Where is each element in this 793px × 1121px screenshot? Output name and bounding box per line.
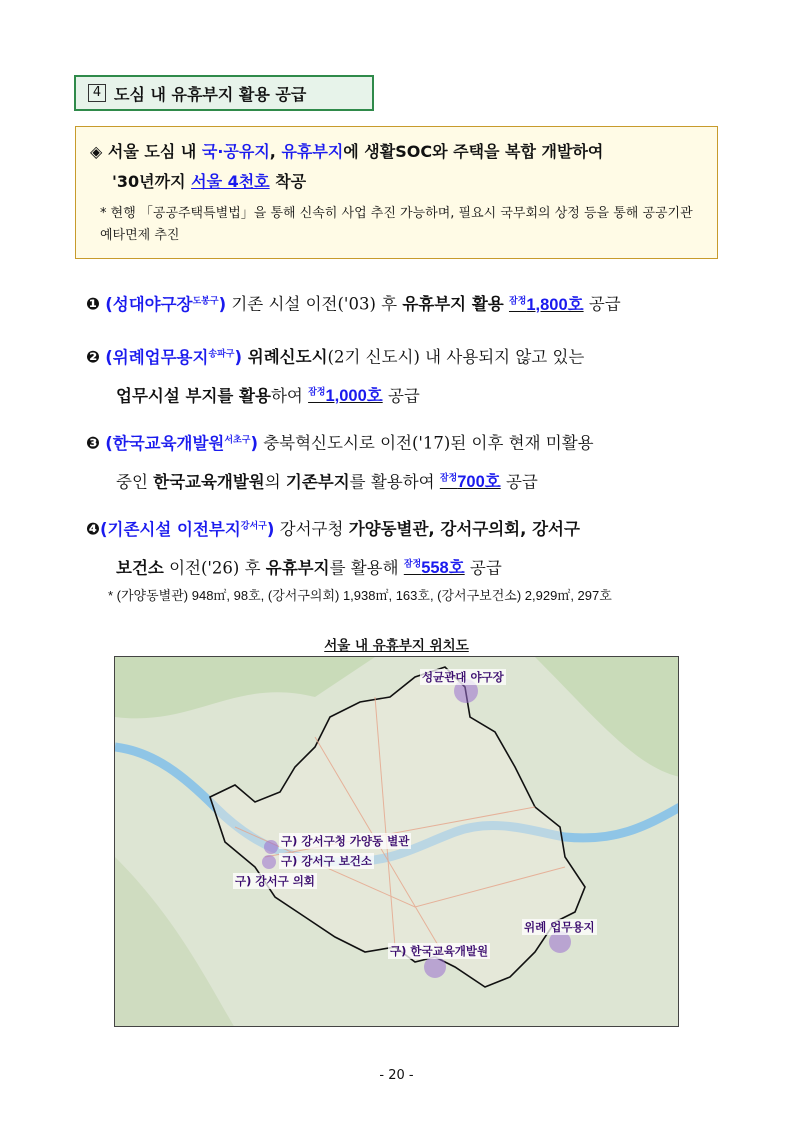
text: 를 활용해	[329, 558, 404, 577]
text: 하여	[270, 386, 309, 405]
highlight: 국·공유지	[201, 142, 270, 161]
text: (2기 신도시) 내 사용되지 않고 있는	[327, 347, 585, 367]
item-head: (성대야구장	[105, 294, 193, 314]
text: 공급	[382, 386, 420, 405]
section-header	[74, 75, 374, 111]
map-label: 구) 강서구 보건소	[281, 854, 373, 868]
list-item	[86, 337, 720, 413]
highlight: 유휴부지	[281, 142, 344, 161]
map-label: 구) 한국교육개발원	[390, 944, 489, 958]
list-item	[86, 423, 720, 499]
map-label: 위례 업무용지	[524, 920, 595, 934]
amount-value: 558호	[421, 559, 465, 577]
text: 기존 시설 이전('03) 후	[226, 294, 403, 314]
number-icon: ❷	[86, 347, 100, 367]
text: 충북혁신도시로 이전('17)된 이후 현재 미활용	[258, 433, 594, 453]
bold-text: 한국교육개발원	[153, 472, 265, 491]
paren: )	[250, 433, 258, 453]
text: 를 활용하여	[349, 472, 440, 491]
prefix: 잠정	[508, 295, 527, 305]
district: 송파구	[208, 349, 235, 359]
amount-value: 1,000호	[325, 387, 383, 405]
diamond-bullet-icon: ◈	[90, 142, 103, 161]
text: 공급	[583, 294, 621, 314]
amount-value: 1,800호	[526, 295, 584, 314]
page-number: - 20 -	[379, 1068, 414, 1083]
text: '30년까지	[112, 172, 192, 191]
paren: )	[266, 519, 275, 539]
number-icon: ❶	[86, 294, 100, 314]
location-map	[114, 656, 679, 1027]
map-label: 성균관대 야구장	[422, 670, 504, 684]
item-head: (기존시설 이전부지	[99, 519, 241, 539]
text: 에 생활SOC와 주택을 복합 개발하여	[343, 142, 604, 161]
bold-text: 기존부지	[285, 472, 350, 491]
text: 중인	[116, 472, 154, 491]
footnote: * (가양동별관) 948㎡, 98호, (강서구의회) 1,938㎡, 163호, (강서구보건소) 2,929㎡, 297호	[108, 588, 612, 603]
district: 도봉구	[192, 296, 219, 306]
text: 서울 도심 내	[107, 142, 202, 161]
list-item	[86, 283, 720, 322]
bold-text: 유휴부지 활용	[402, 294, 504, 314]
summary-note: * 현행 「공공주택특별법」을 통해 신속히 사업 추진 가능하며, 필요시 국무회의 상정 등을 통해 공공기관 예타면제 추진	[100, 206, 693, 243]
bold-text: 업무시설 부지를 활용	[116, 386, 271, 405]
bold-text: 가양동별관, 강서구의회, 강서구	[348, 519, 580, 539]
text: 착공	[269, 172, 307, 191]
text: 의	[264, 472, 286, 491]
text: 이전('26) 후	[163, 558, 266, 577]
number-icon: ❸	[86, 433, 100, 453]
amount	[404, 559, 465, 577]
prefix: 잠정	[403, 558, 422, 569]
prefix: 잠정	[308, 386, 326, 397]
bold-text: 위례신도시	[242, 347, 328, 367]
amount-value: 700호	[457, 473, 501, 491]
summary-text	[90, 137, 703, 197]
bold-text: 보건소	[116, 558, 164, 577]
map-label: 구) 강서구 의회	[235, 874, 315, 888]
district: 강서구	[240, 521, 267, 531]
summary-box	[75, 126, 718, 259]
list-item	[86, 509, 720, 585]
map-label: 구) 강서구청 가양동 별관	[281, 834, 410, 848]
amount	[440, 473, 501, 491]
amount	[509, 296, 584, 314]
paren: )	[234, 347, 243, 367]
text: ,	[269, 142, 282, 161]
item-head: (위례업무용지	[105, 347, 209, 367]
district: 서초구	[224, 435, 251, 445]
paren: )	[218, 294, 227, 314]
section-number: 4	[88, 84, 106, 102]
text: 강서구청	[274, 519, 349, 539]
text: 공급	[500, 472, 538, 491]
amount	[308, 387, 383, 405]
map-title: 서울 내 유휴부지 위치도	[324, 638, 469, 654]
highlight: 서울 4천호	[191, 172, 270, 191]
section-title: 도심 내 유휴부지 활용 공급	[114, 84, 307, 104]
text: 공급	[464, 558, 502, 577]
number-icon: ❹	[86, 519, 100, 539]
bold-text: 유휴부지	[265, 558, 330, 577]
prefix: 잠정	[439, 472, 458, 483]
item-head: (한국교육개발원	[105, 433, 225, 453]
